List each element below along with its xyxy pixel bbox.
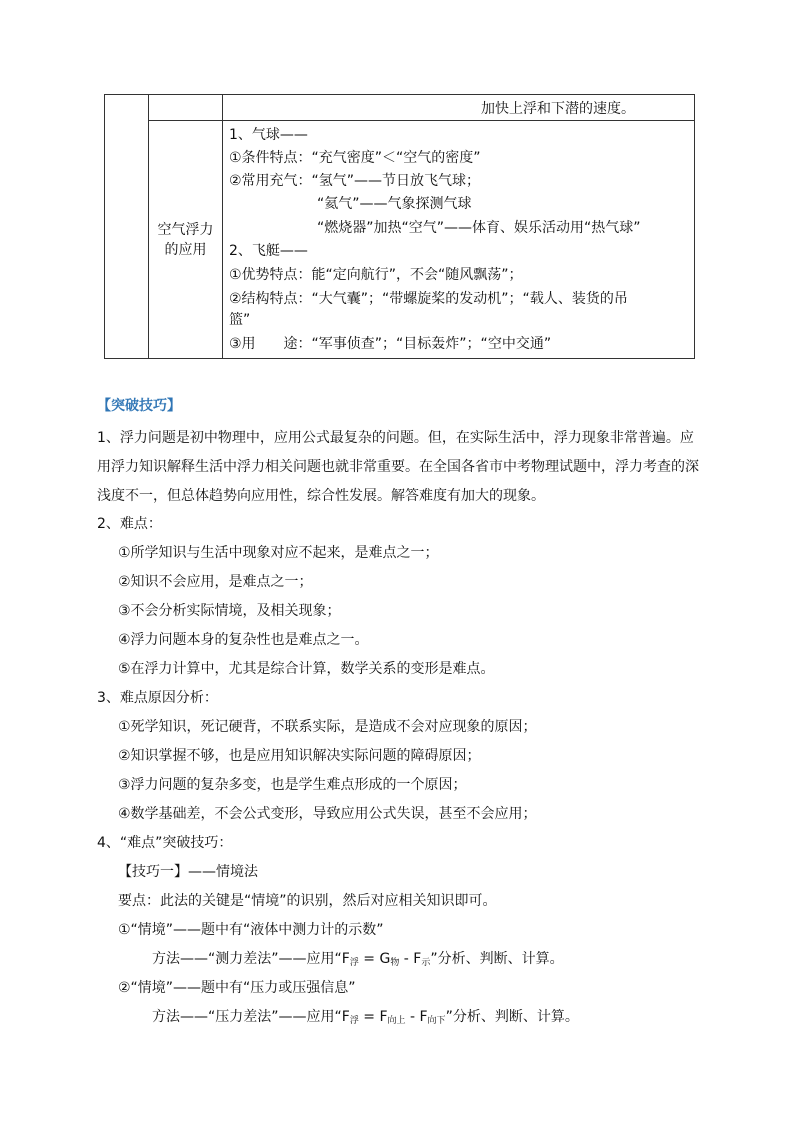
table-line: ②常用充气：“氢气”——节日放飞气球； <box>229 173 481 189</box>
buoyancy-table <box>104 94 695 359</box>
table-line: ①条件特点：“充气密度”＜“空气的密度” <box>229 150 481 166</box>
list-item: ⑤在浮力计算中，尤其是综合计算，数学关系的变形是难点。 <box>118 661 495 677</box>
table-row1-content <box>223 95 695 121</box>
list-item: ①所学知识与生活中现象对应不起来，是难点之一； <box>118 545 439 561</box>
table-line: 1、气球—— <box>229 127 308 143</box>
skill-key-point: 要点：此法的关键是“情境”的识别，然后对应相关知识即可。 <box>118 893 497 909</box>
case-title: ②“情境”——题中有“压力或压强信息” <box>118 980 356 996</box>
paragraph-title: 2、难点： <box>97 516 162 532</box>
case-title: ①“情境”——题中有“液体中测力计的示数” <box>118 922 384 938</box>
table-line: “燃烧器”加热“空气”——体育、娱乐活动用“热气球” <box>317 220 641 236</box>
case-method-1: 方法——“测力差法”——应用“$F_浮 = G_物 - F_示$”分析、判断、计算。 <box>152 951 564 968</box>
paragraph-line: 1、浮力问题是初中物理中，应用公式最复杂的问题。但，在实际生活中，浮力现象非常普遍。应 <box>97 430 694 446</box>
list-item: ③浮力问题的复杂多变，也是学生难点形成的一个原因； <box>118 777 467 793</box>
section-heading: 【突破技巧】 <box>97 398 181 414</box>
table-line: 篮” <box>229 312 251 328</box>
table-row <box>105 121 695 359</box>
table-line: “氦气”——气象探测气球 <box>317 196 472 212</box>
table-line: ②结构特点：“大气囊”；“带螺旋桨的发动机”；“载人、装货的吊 <box>229 291 628 307</box>
list-item: ③不会分析实际情境，及相关现象； <box>118 603 341 619</box>
case-method-2: 方法——“压力差法”——应用“$F_浮 = F_{向上} - F_{向下}$”分析、判断、计算。 <box>152 1009 579 1026</box>
row1-text: 加快上浮和下潜的速度。 <box>481 101 635 117</box>
list-item: ②知识掌握不够，也是应用知识解决实际问题的障碍原因； <box>118 748 481 764</box>
paragraph-title: 4、“难点”突破技巧： <box>97 835 233 851</box>
label-line-1: 空气浮力 <box>157 222 214 238</box>
table-label-cell <box>149 121 223 359</box>
list-item: ④数学基础差，不会公式变形，导致应用公式失误，甚至不会应用； <box>118 806 537 822</box>
skill-title: 【技巧一】——情境法 <box>118 864 258 880</box>
table-left-cell <box>105 95 149 359</box>
table-line: 2、飞艇—— <box>229 243 308 259</box>
table-line: ③用 途：“军事侦查”；“目标轰炸”；“空中交通” <box>229 336 552 352</box>
list-item: ①死学知识，死记硬背，不联系实际，是造成不会对应现象的原因； <box>118 719 537 735</box>
list-item: ②知识不会应用，是难点之一； <box>118 574 313 590</box>
table-row <box>105 95 695 121</box>
paragraph-line: 用浮力知识解释生活中浮力相关问题也就非常重要。在全国各省市中考物理试题中，浮力考查的深 <box>97 459 699 475</box>
table-content-cell <box>223 121 695 359</box>
table-line: ①优势特点：能“定向航行”，不会“随风飘荡”； <box>229 267 523 283</box>
list-item: ④浮力问题本身的复杂性也是难点之一。 <box>118 632 369 648</box>
table-empty-cell <box>149 95 223 121</box>
paragraph-title: 3、难点原因分析： <box>97 690 218 706</box>
paragraph-line: 浅度不一，但总体趋势向应用性，综合性发展。解答难度有加大的现象。 <box>97 488 545 504</box>
label-line-2: 的应用 <box>164 242 207 258</box>
